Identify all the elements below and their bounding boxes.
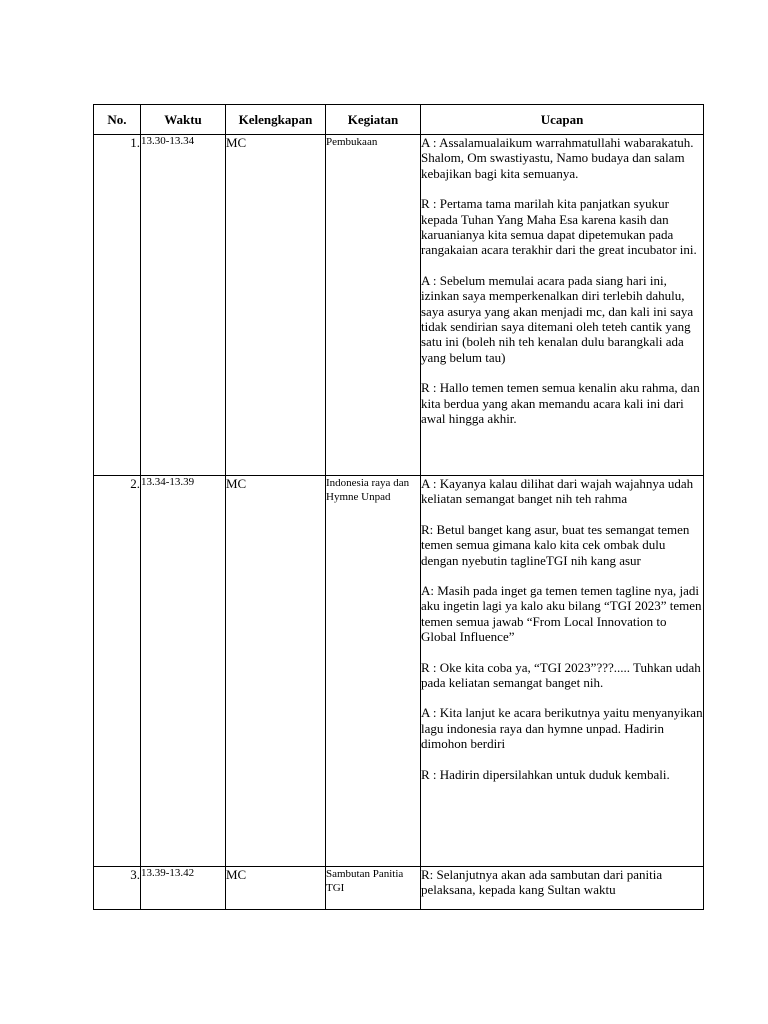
header-kelengkapan: Kelengkapan [226, 105, 326, 135]
utterance: R: Betul banget kang asur, buat tes semangat temen temen semua gimana kalo kita cek ombak dulu dengan nyebutin taglineTGI nih kang asur [421, 521, 690, 568]
table-row [94, 476, 704, 867]
header-waktu: Waktu [141, 105, 226, 135]
utterance: A : Sebelum memulai acara pada siang hari ini, izinkan saya memperkenalkan diri terlebih dahulu, saya asurya yang akan menjadi mc, dan kali ini saya tidak sendirian saya ditemani oleh teteh cantik yang satu ini (boleh nih teh kenalan dulu barangkali ada yang belum tau) [421, 272, 694, 365]
cell-kegiatan: Sambutan Panitia TGI [326, 867, 421, 910]
header-no: No. [94, 105, 141, 135]
header-ucapan: Ucapan [421, 105, 704, 135]
cell-no: 1. [94, 135, 141, 476]
cell-kegiatan: Pembukaan [326, 135, 421, 476]
table-row [94, 867, 704, 910]
rundown-table [93, 104, 704, 910]
cell-kelengkapan: MC [226, 476, 326, 867]
utterance: R : Hadirin dipersilahkan untuk duduk kembali. [421, 766, 670, 782]
cell-waktu: 13.30-13.34 [141, 135, 226, 476]
cell-kelengkapan: MC [226, 867, 326, 910]
cell-waktu: 13.34-13.39 [141, 476, 226, 867]
cell-ucapan [421, 867, 704, 910]
utterance: R: Selanjutnya akan ada sambutan dari panitia pelaksana, kepada kang Sultan waktu [421, 867, 663, 898]
table-header-row [94, 105, 704, 135]
cell-no: 3. [94, 867, 141, 910]
utterance: A : Assalamualaikum warrahmatullahi wabarakatuh. Shalom, Om swastiyastu, Namo budaya dan salam kebajikan bagi kita semuanya. [421, 135, 694, 181]
cell-ucapan [421, 135, 704, 476]
utterance: R : Hallo temen temen semua kenalin aku rahma, dan kita berdua yang akan memandu acara kali ini dari awal hingga akhir. [421, 380, 700, 427]
cell-no: 2. [94, 476, 141, 867]
utterance: A: Masih pada inget ga temen temen tagline nya, jadi aku ingetin lagi ya kalo aku bilang “TGI 2023” temen temen semua jawab “From Local Innovation to Global Influence” [421, 583, 702, 645]
cell-kelengkapan: MC [226, 135, 326, 476]
utterance: A : Kita lanjut ke acara berikutnya yaitu menyanyikan lagu indonesia raya dan hymne unpad. Hadirin dimohon berdiri [421, 705, 703, 752]
cell-ucapan [421, 476, 704, 867]
header-kegiatan: Kegiatan [326, 105, 421, 135]
utterance: A : Kayanya kalau dilihat dari wajah wajahnya udah keliatan semangat banget nih teh rahma [421, 476, 694, 507]
cell-waktu: 13.39-13.42 [141, 867, 226, 910]
utterance: R : Pertama tama marilah kita panjatkan syukur kepada Tuhan Yang Maha Esa karena kasih dan karuanianya kita semua dapat dipetemukan pada rangakaian acara terakhir dari the great incubator ini. [421, 196, 697, 258]
utterance: R : Oke kita coba ya, “TGI 2023”???..... Tuhkan udah pada keliatan semangat banget nih. [421, 659, 701, 691]
table-row [94, 135, 704, 476]
cell-kegiatan: Indonesia raya dan Hymne Unpad [326, 476, 421, 867]
